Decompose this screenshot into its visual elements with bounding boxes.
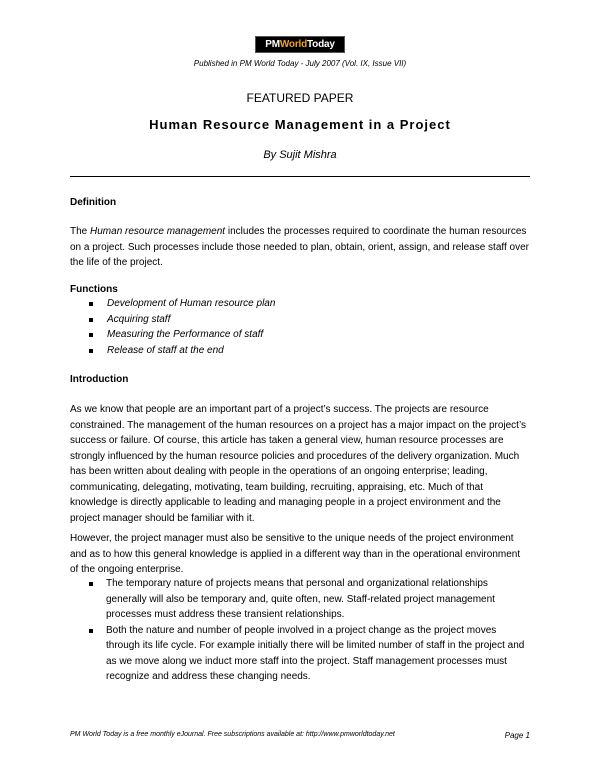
function-item <box>70 327 530 343</box>
introduction-bullet-list <box>70 576 530 685</box>
list-item <box>70 623 530 685</box>
logo-text-today: Today <box>307 39 335 50</box>
function-item-text: Development of Human resource plan <box>107 298 276 309</box>
function-item <box>70 343 530 359</box>
publication-line: Published in PM World Today - July 2007 (Vol. IX, Issue VII) <box>193 59 407 68</box>
function-item-text: Acquiring staff <box>107 313 171 325</box>
introduction-heading: Introduction <box>70 374 129 385</box>
author-byline: By Sujit Mishra <box>263 149 337 161</box>
definition-text-start: The <box>70 226 91 237</box>
bullet-icon <box>89 629 93 633</box>
list-item <box>70 576 530 623</box>
pm-world-today-logo <box>255 36 345 53</box>
logo-text-pm: PM <box>265 39 280 50</box>
page-number: Page 1 <box>504 731 530 740</box>
bullet-icon <box>89 302 93 306</box>
definition-emphasis: Human resource management <box>90 226 226 237</box>
definition-heading: Definition <box>70 197 117 208</box>
bullet-icon <box>89 318 93 322</box>
bullet-icon <box>89 333 93 337</box>
list-item-text: Both the nature and number of people involved in a project change as the project moves through its life cycle. For example initially there will be limited number of staff in the project and as we move along we induct more staff into the project. Staff management processes must recognize and address these changing needs. <box>106 624 525 682</box>
function-item <box>70 296 530 312</box>
functions-list <box>70 296 530 358</box>
list-item-text: The temporary nature of projects means that personal and organizational relationships generally will also be temporary and, quite often, new. Staff-related project management processes must address these transient relationships. <box>106 578 495 620</box>
featured-paper-label: FEATURED PAPER <box>246 91 354 105</box>
logo-text <box>265 37 334 52</box>
introduction-paragraph-1: As we know that people are an important part of a project’s success. The projects are resource constrained. The management of the human resources on a project has a major impact on the project’s success or failure. Of course, this article has taken a general view, human resource processes are strongly influenced by the human resource policies and procedures of the delivery organization. Much has been written about dealing with people in the operations of an ongoing enterprise; leading, communicating, delegating, motivating, team building, recruiting, appraising, etc. Much of that knowledge is directly applicable to leading and managing people in a project environment and the project manager should be familiar with it. <box>70 404 526 524</box>
function-item-text: Release of staff at the end <box>107 344 224 356</box>
definition-text-rest: includes the processes required to coordinate the human resources on a project. Such processes include those needed to plan, obtain, orient, assign, and release staff over the life of the project. <box>70 226 529 268</box>
title-divider <box>70 176 530 177</box>
function-item-text: Measuring the Performance of staff <box>107 329 264 340</box>
logo-text-world: World <box>279 39 308 50</box>
introduction-paragraph-2: However, the project manager must also be sensitive to the unique needs of the project environment and as to how this general knowledge is applied in a different way than in the operational environment of the ongoing enterprise. <box>70 533 521 575</box>
bullet-icon <box>89 582 93 586</box>
page-title: Human Resource Management in a Project <box>149 117 451 132</box>
definition-paragraph <box>70 224 530 271</box>
functions-heading: Functions <box>70 284 118 295</box>
footer-note: PM World Today is a free monthly eJournal. Free subscriptions available at: http://www.pmworldtoday.net <box>70 731 395 738</box>
function-item <box>70 312 530 328</box>
bullet-icon <box>89 349 93 353</box>
